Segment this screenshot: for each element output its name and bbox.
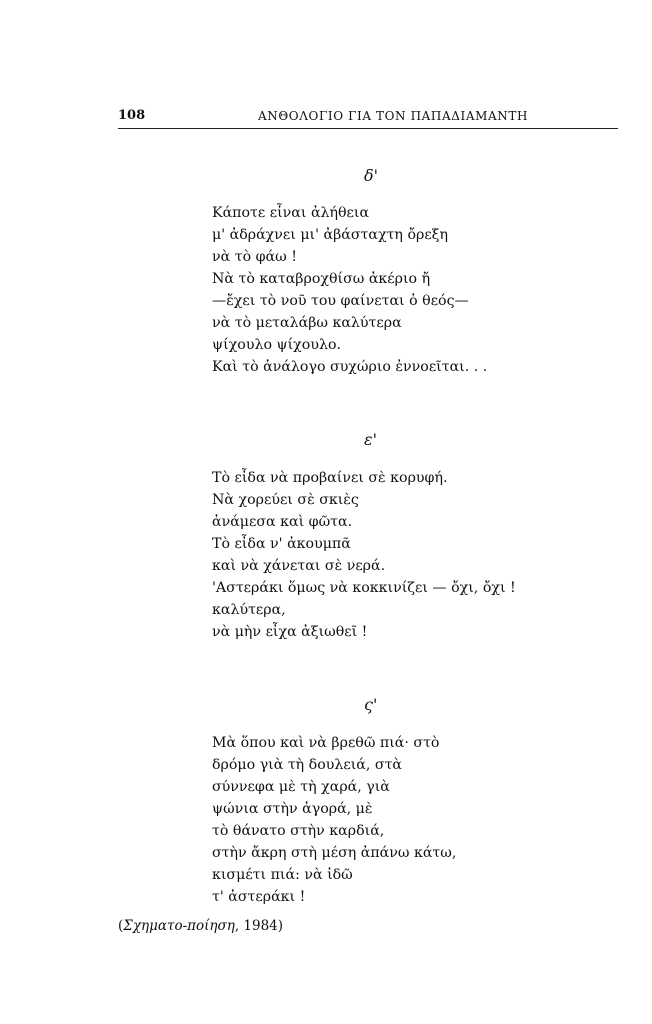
page-number: 108 <box>118 108 146 123</box>
poem-line: 'Αστεράκι ὅμως νὰ κοκκινίζει — ὄχι, ὄχι ! <box>212 580 516 596</box>
section-label-stigma: ς' <box>364 695 378 714</box>
poem-line: ἀνάμεσα καὶ φῶτα. <box>212 514 353 530</box>
poem-line: Νὰ χορεύει σὲ σκιὲς <box>212 492 359 508</box>
source-work-title: Σχηματο-ποίηση <box>123 918 235 934</box>
poem-line: νὰ τὸ μεταλάβω καλύτερα <box>212 315 402 331</box>
poem-line: δρόμο γιὰ τὴ δουλειά, στὰ <box>212 757 403 773</box>
poem-line: τὸ θάνατο στὴν καρδιά, <box>212 823 385 839</box>
source-year: , 1984) <box>234 918 284 934</box>
stanza-delta <box>212 202 542 378</box>
poem-line: σύννεφα μὲ τὴ χαρά, γιὰ <box>212 779 390 795</box>
poem-line: Τὸ εἶδα ν' ἀκουμπᾶ <box>212 536 351 552</box>
poem-line: νὰ τὸ φάω ! <box>212 249 297 265</box>
poem-line: στὴν ἄκρη στὴ μέση ἀπάνω κάτω, <box>212 845 457 861</box>
section-label-delta: δ' <box>364 166 379 185</box>
source-citation <box>118 918 283 934</box>
poem-line: ψώνια στὴν ἀγορά, μὲ <box>212 801 373 817</box>
stanza-stigma <box>212 732 542 908</box>
page-header <box>118 106 618 129</box>
poem-line: Τὸ εἶδα νὰ προβαίνει σὲ κορυφή. <box>212 470 448 486</box>
poem-line: ψίχουλο ψίχουλο. <box>212 337 341 353</box>
poem-line: κισμέτι πιά: νὰ ἰδῶ <box>212 867 353 883</box>
poem-line: —ἔχει τὸ νοῦ του φαίνεται ὁ θεός— <box>212 293 469 309</box>
stanza-epsilon <box>212 467 542 643</box>
poem-line: Νὰ τὸ καταβροχθίσω ἀκέριο ἤ <box>212 271 431 287</box>
poem-line: τ' ἀστεράκι ! <box>212 889 306 905</box>
poem-line: Κάποτε εἶναι ἀλήθεια <box>212 205 370 221</box>
poem-line: Καὶ τὸ ἀνάλογο συχώριο ἐννοεῖται. . . <box>212 359 488 375</box>
poem-line: καὶ νὰ χάνεται σὲ νερά. <box>212 558 386 574</box>
running-title: ΑΝΘΟΛΟΓΙΟ ΓΙΑ ΤΟΝ ΠΑΠΑΔΙΑΜΑΝΤΗ <box>258 109 529 123</box>
source-open-paren: ( <box>118 918 124 934</box>
section-label-epsilon: ε' <box>364 430 377 449</box>
poem-line: Μὰ ὅπου καὶ νὰ βρεθῶ πιά· στὸ <box>212 735 440 751</box>
poem-line: νὰ μὴν εἶχα ἀξιωθεῖ ! <box>212 624 368 640</box>
poem-line: μ' ἀδράχνει μι' ἀβάσταχτη ὄρεξη <box>212 227 448 243</box>
poem-line: καλύτερα, <box>212 602 286 618</box>
